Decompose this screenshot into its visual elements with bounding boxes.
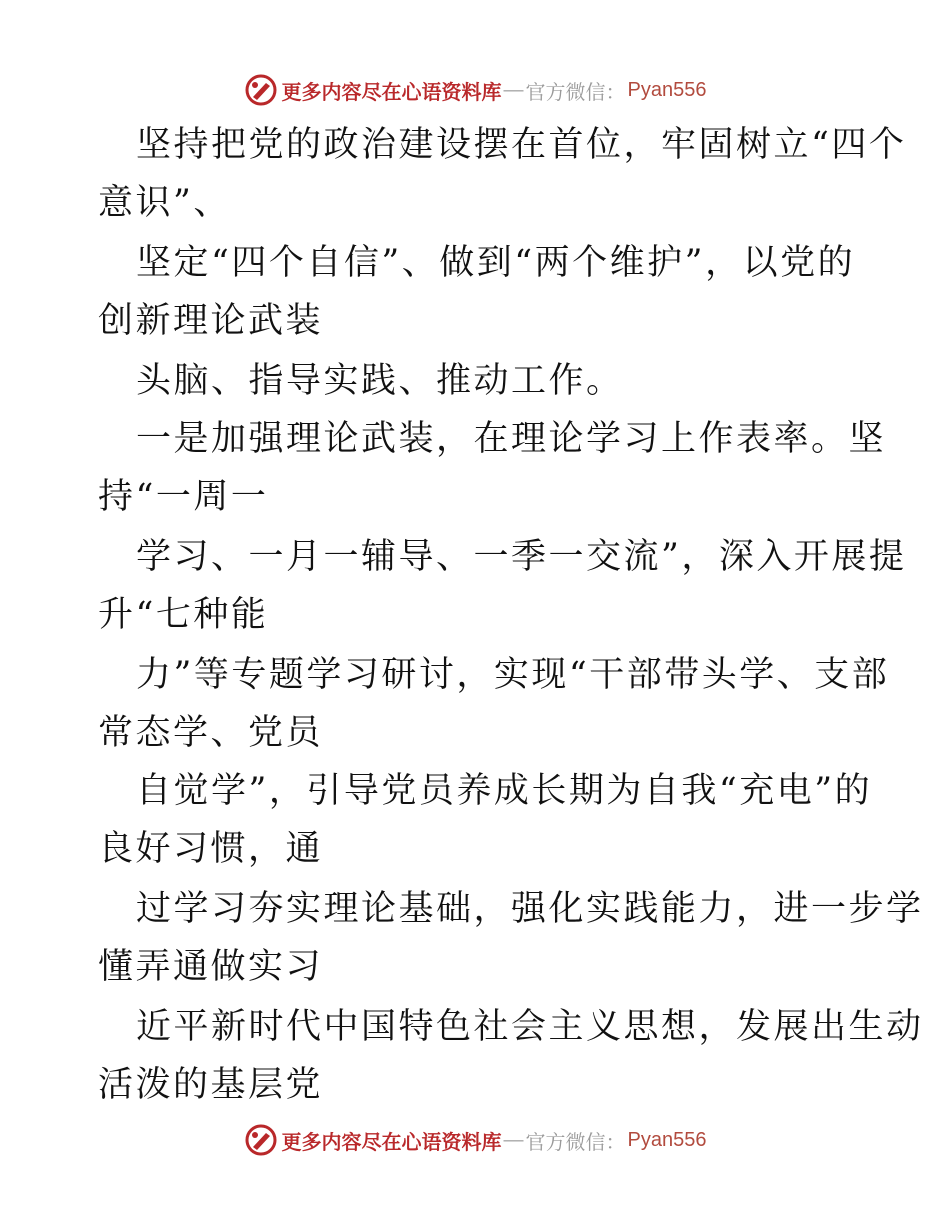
text-line: 良好习惯，通 — [98, 829, 324, 869]
footer-watermark-banner — [0, 1120, 950, 1160]
text-line: 过学习夯实理论基础，强化实践能力，进一步学 — [136, 889, 924, 929]
text-line: 自觉学”，引导党员养成长期为自我“充电”的 — [136, 771, 873, 811]
footer-wechat-id: Pyan556 — [627, 1128, 707, 1151]
text-line: 学习、一月一辅导、一季一交流”，深入开展提 — [136, 537, 907, 577]
text-line: 懂弄通做实习 — [98, 947, 324, 987]
text-line: 创新理论武装 — [98, 301, 324, 341]
header-wechat-label: 官方微信： — [525, 79, 626, 104]
text-line: 意识”、 — [98, 183, 231, 223]
text-line: 常态学、党员 — [98, 713, 324, 753]
header-wechat-id: Pyan556 — [627, 78, 707, 101]
footer-wechat-label: 官方微信： — [525, 1129, 626, 1154]
brand-logo-icon — [244, 1123, 278, 1157]
footer-banner-text: 更多内容尽在心语资料库 — [281, 1129, 502, 1154]
text-line: 近平新时代中国特色社会主义思想，发展出生动 — [136, 1007, 924, 1047]
header-banner-text: 更多内容尽在心语资料库 — [281, 79, 502, 104]
text-line: 坚定“四个自信”、做到“两个维护”，以党的 — [136, 243, 856, 283]
header-watermark-banner — [0, 70, 950, 110]
text-line: 升“七种能 — [98, 595, 269, 635]
brand-logo-icon — [244, 73, 278, 107]
text-line: 坚持把党的政治建设摆在首位，牢固树立“四个 — [136, 125, 907, 165]
text-line: 活泼的基层党 — [98, 1065, 324, 1105]
text-line: 力”等专题学习研讨，实现“干部带头学、支部 — [136, 655, 890, 695]
header-banner-dash: — — [503, 78, 524, 101]
text-line: 头脑、指导实践、推动工作。 — [136, 361, 624, 401]
text-line: 持“一周一 — [98, 477, 269, 517]
footer-banner-dash: — — [503, 1128, 524, 1151]
text-line: 一是加强理论武装，在理论学习上作表率。坚 — [136, 419, 887, 459]
